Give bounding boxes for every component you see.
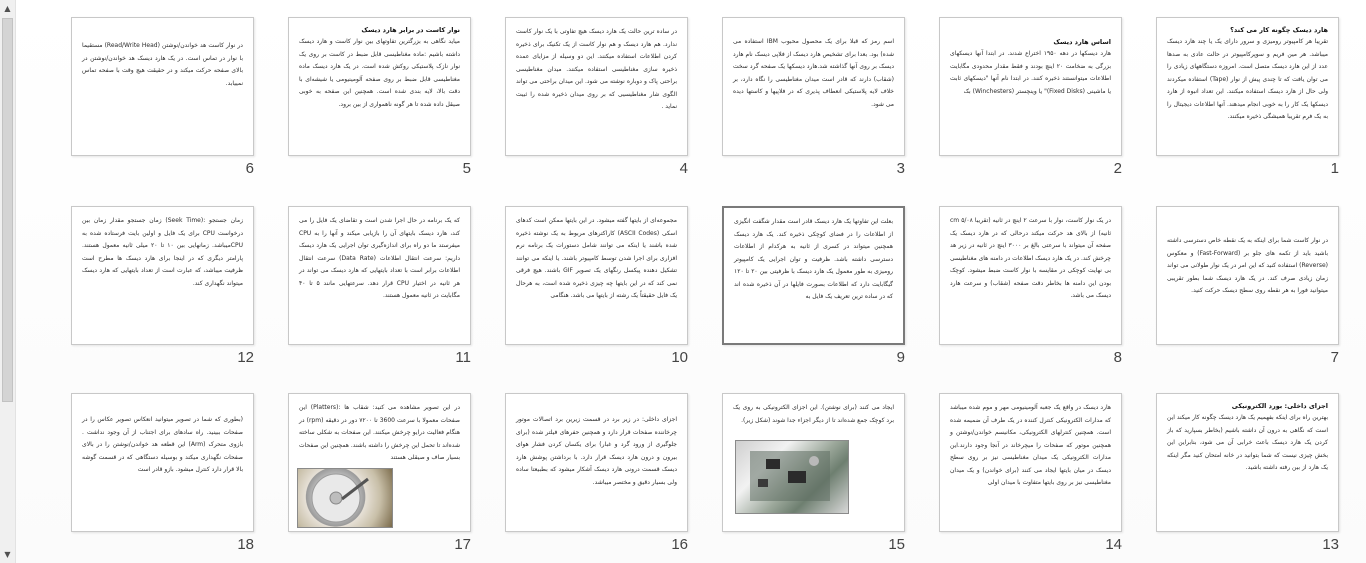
- slide-title: هارد دیسک چگونه کار می کند؟: [1230, 26, 1328, 34]
- slide-number: 6: [245, 160, 254, 177]
- slide-number: 12: [237, 349, 254, 366]
- slide-text: در نوار کاست هد خواندن/نوشتن (Read/Write Head) مستقیما با نوار در تماس است. در یک هارد دیسک هد خواندن/نوشتن در بالای صفحه حرکت میکند و در حقیقت هیچ وقت با صفحه تماس نمییابد.: [82, 42, 243, 87]
- slide-text: بعلت این تفاوتها یک هارد دیسک قادر است مقدار شگفت انگیزی از اطلاعات را در فضای کوچکی ذخیره کند. یک هارد دیسک همچنین میتواند در کسری از ثانیه به هرکدام از اطلاعات دسترسی داشته باشد. ظرفیت و توان اجرایی یک کامپیوتر رومیزی به طور معمول یک هارد دیسک با ظرفیتی بین ۲۰ تا ۱۲۰ گیگابایت دارد که اطلاعات بصورت فایلها در آن ذخیره شده اند که در ساده ترین تعریف یک فایل به: [734, 218, 893, 300]
- slide-title: اساس هارد دیسک: [1053, 38, 1111, 46]
- slide-title: اجزای داخلی: بورد الکترونیکی: [1231, 402, 1328, 410]
- slide-text: میاید نگاهی به بزرگترین تفاوتهای بین نوار کاست و هارد دیسک داشته باشیم :ماده مغناطیسی قابل ضبط در کاست بر روی یک نوار نازک پلاستیکی روکش شده است. در یک هارد دیسک ماده مغناطیسی قابل ضبط بر روی صفحه آلومینیومی یا شیشه‌ای با دقت بالا، لایه بندی شده است. همچنین این صفحه به خوبی صیقل داده شده تا هر گونه ناهمواری از بین برود.: [299, 38, 460, 108]
- platter-drawing: [298, 469, 392, 527]
- slide-text: هارد دیسک در واقع یک جعبه آلومینیومی مهر و موم شده میباشد که مدارات الکترونیکی کنترل کننده در یک طرف آن ضمیمه شده است. همچنین کنترلهای الکترونیکی، مکانیسم خواندن/نوشتن و همچنین موتور که صفحات را میچرخاند در آنجا وجود دارند.این مدارات الکترونیکی یک میدان مغناطیسی نیز بر روی سطح دیسک در میان بایتها ایجاد می کنند (برای خواندن) و یک میدان مغناطیسی نیز بر روی بایتها متفاوت با میدان اولی: [950, 404, 1111, 486]
- slide-thumbnail-8[interactable]: [939, 206, 1122, 345]
- scroll-down-arrow-icon[interactable]: ▼: [4, 550, 11, 559]
- slide-thumbnail-16[interactable]: [505, 393, 688, 532]
- scroll-up-arrow-icon[interactable]: ▲: [4, 4, 11, 13]
- scroll-thumb[interactable]: [2, 18, 13, 402]
- slide-number: 17: [454, 536, 471, 553]
- slide-number: 15: [888, 536, 905, 553]
- slide-thumbnail-6[interactable]: [71, 17, 254, 156]
- slide-thumbnail-4[interactable]: [505, 17, 688, 156]
- slide-text: در یک نوار کاست، نوار با سرعت ۲ اینچ در ثانیه (تقریبا ۵/۰۸ cm ثانیه) از بالای هد حرکت میکند درحالی که در هارد دیسک یک صفحه آن میتواند با سرعتی بالغ بر ۳۰۰۰ اینچ در ثانیه در زیر هد چرخش کند. در یک هارد دیسک اطلاعات در دامنه های مغناطیسی بی نهایت کوچکی در مقایسه با نوار کاست ضبط میشود. کوچک بودن این دامنه ها بخاطر دقت صفحه (شقاب) و سرعت هارد دیسک می باشد.: [949, 217, 1111, 299]
- slide-thumbnail-14[interactable]: [939, 393, 1122, 532]
- slide-text: مجموعه‌ای از بایتها گفته میشود. در این بایتها ممکن است کدهای اسکی (ASCII Codes) کاراکترهای مربوط به یک نوشته ذخیره شده باشند یا اینکه می توانند شامل دستورات یک برنامه نرم افزاری برای اجرا شدن توسط کامپیوتر باشند. یا اینکه می توانند تشکیل دهنده پیکسل رنگهای یک تصویر GIF باشند. هیچ فرقی نمی کند که در این بایتها چه چیزی ذخیره شده است، به هرحال یک فایل حقیقتاً یک رشته از بایتها می باشد. هنگامی: [516, 217, 677, 299]
- slide-number: 8: [1113, 349, 1122, 366]
- slide-thumbnail-1[interactable]: [1156, 17, 1339, 156]
- slide-text: در نوار کاست شما برای اینکه به یک نقطه خاص دسترسی داشته باشید باید از تکمه های جلو بر (Fast-Forward) و معکوس (Reverse) استفاده کنید که این امر در یک نوار طولانی می تواند زمان زیادی صرف کند. در یک هارد دیسک شما بطور تقریبی میتوانید فورا به هر نقطه روی سطح دیسک حرکت کنید.: [1167, 237, 1328, 294]
- slide-number: 13: [1322, 536, 1339, 553]
- slide-number: 11: [455, 349, 471, 366]
- slide-number: 1: [1330, 160, 1339, 177]
- slide-thumbnail-9[interactable]: [722, 206, 905, 345]
- slide-text: هارد دیسکها در دهه ۱۹۵۰ اختراع شدند. در ابتدا آنها دیسکهای بزرگی به ضخامت ۲۰ اینچ بودند و فقط مقدار محدودی مگابایت اطلاعات میتوانستند ذخیره کنند. در ابتدا نام آنها "دیسکهای ثابت یا ماشینی (Fixed Disks)" یا وینچستر (Winchesters) بک: [950, 50, 1112, 95]
- slide-thumbnail-5[interactable]: [288, 17, 471, 156]
- slide-number: 16: [671, 536, 688, 553]
- slide-number: 5: [462, 160, 471, 177]
- hard-drive-platter-image: [297, 468, 393, 528]
- slide-number: 14: [1105, 536, 1122, 553]
- slide-text: تقریبا هر کامپیوتر رومیزی و سرور دارای یک یا چند هارد دیسک میباشد. هر مین فریم و سوپرکامپیوتر در حالت عادی به صدها عدد از این هارد دیسک متصل است. امروزه دستگاههای زیادی را می توان یافت که تا چندی پیش از نوار (Tape) استفاده میکردند ولی حال از هارد دیسک استفاده میکنند. این تعداد انبوه از هارد دیسکها یک کار را به خوبی انجام میدهند. آنها اطلاعات دیجیتال را به یک فرم تقریبا همیشگی ذخیره میکنند.: [1167, 38, 1328, 120]
- slide-number: 10: [671, 349, 688, 366]
- circuit-board-image: [735, 440, 849, 514]
- slide-number: 2: [1113, 160, 1122, 177]
- slide-thumbnail-13[interactable]: [1156, 393, 1339, 532]
- slide-number: 4: [679, 160, 688, 177]
- slide-thumbnail-15[interactable]: [722, 393, 905, 532]
- slide-text: در ساده ترین حالت یک هارد دیسک هیچ تفاوتی با یک نوار کاست ندارد. هم هارد دیسک و هم نوار کاست از یک تکنیک برای ذخیره کردن اطلاعات استفاده میکنند. این دو وسیله از مزایای عمده ذخیره سازی مغناطیسی استفاده میکنند. میدان مغناطیسی براحتی پاک و دوباره نوشته می شود. این میدان براحتی می تواند الگوی شار مغناطیسیی که بر روی میدان ذخیره شده را ثبیت نماید .: [516, 28, 677, 110]
- slide-text: که یک برنامه در حال اجرا شدن است و تقاضای یک فایل را می کند، هارد دیسک بایتهای آن را بازیابی میکند و آنها را به CPU میفرستد ما دو راه برای اندازه‌گیری توان اجرایی یک هارد دیسک داریم: سرعت انتقال اطلاعات (Data Rate) سرعت انتقال اطلاعات برابر است با تعداد بایتهایی که هارد دیسک می تواند در هر ثانیه در اختیار CPU قرار دهد. سرعتهایی مانند ۵ تا ۴۰ مگابایت در ثانیه معمول هستند.: [299, 217, 460, 299]
- slide-thumbnail-17[interactable]: [288, 393, 471, 532]
- slide-title: نوار کاست در برابر هارد دیسک: [361, 26, 460, 34]
- slide-number: 9: [896, 349, 905, 366]
- slide-sorter-grid: [16, 0, 1366, 563]
- slide-thumbnail-2[interactable]: [939, 17, 1122, 156]
- slide-text: (بطوری که شما در تصویر میتوانید انعکاس تصویر عکاس را در صفحات ببینید. راه سادهای برای اجتناب از آن وجود نداشت . بازوی متحرک (Arm) این قطعه هد خواندن/نوشتن را در بالای صفحات نگهداری میکند و بوسیله دستگاهی که در قسمت گوشه بالا قرار دارد کنترل میشود. بازو قادر است: [82, 416, 243, 473]
- slide-text: ایجاد می کنند (برای نوشتن). این اجزای الکترونیکی به روی یک برد کوچک جمع شده‌اند تا از دیگر اجزاء جدا شوند (شکل زیر).: [733, 404, 894, 424]
- slide-thumbnail-3[interactable]: [722, 17, 905, 156]
- slide-text: اسم رمز که قبلا برای یک محصول محبوب IBM استفاده می شده) بود. بعدا برای تشخیص هارد دیسک از فلاپی دیسک نام هارد دیسک بر روی آنها گذاشته شد.هارد دیسکها یک صفحه گرد سخت (شقاب) دارند که قادر است میدان مغناطیسی را نگاه دارد، بر خلاف لایه پلاستیکی انعطاف پذیری که در فلاپیها و کاستها دیده می شود.: [733, 38, 895, 108]
- slide-thumbnail-10[interactable]: [505, 206, 688, 345]
- slide-text: زمان جستجو :(Seek Time) زمان جستجو مقدار زمان بین درخواست CPU برای یک فایل و اولین بایت فرستاده شده به CPUمیباشد. زمانهایی بین ۱۰ تا ۲۰ میلی ثانیه معمول هستند. پارامتر دیگری که در اینجا برای هارد دیسک ها مطرح است ظرفیت میباشد، که عبارت است از تعداد بایتهایی که هارد دیسک میتواند نگهداری کند.: [82, 217, 243, 287]
- circuit-board-drawing: [736, 441, 848, 513]
- slide-thumbnail-11[interactable]: [288, 206, 471, 345]
- slide-number: 7: [1330, 349, 1339, 366]
- slide-text: در این تصویر مشاهده می کنید: شقاب ها :(Platters) این صفحات معمولا با سرعت 3600 تا ۷۲۰۰ دور در دقیقه (rpm) در هنگام فعالیت درایو چرخش میکنند. این صفحات به شکلی ساخته شده‌اند تا تحمل این چرخش را داشته باشند. همچنین این صفحات بسیار صاف و صیقلی هستند: [299, 404, 461, 461]
- slide-thumbnail-12[interactable]: [71, 206, 254, 345]
- slide-thumbnail-18[interactable]: [71, 393, 254, 532]
- slide-number: 18: [237, 536, 254, 553]
- vertical-scrollbar[interactable]: [0, 0, 16, 563]
- slide-number: 3: [896, 160, 905, 177]
- slide-text: بهترین راه برای اینکه بفهمیم یک هارد دیسک چگونه کار میکند این است که نگاهی به درون آن داشته باشیم (بخاطر بسپارید که باز کردن یک هارد دیسک باعث خرابی آن می شود، بنابراین این بخش چیزی نیست که شما بتوانید در خانه امتحان کنید مگر اینکه یک هارد از بین رفته داشته باشید.: [1167, 414, 1328, 471]
- slide-thumbnail-7[interactable]: [1156, 206, 1339, 345]
- slide-text: اجزای داخلی: در زیر برد در قسمت زیرین برد اتصالات موتور چرخاننده صفحات قرار دارد و همچنین حفرهای فیلتر شده (برای جلوگیری از ورود گرد و غبار) برای یکسان کردن فشار هوای بیرون و درون هارد دیسک قرار دارد. با برداشتن پوشش هارد دیسک قسمت درونی هارد دیسک آشکار میشود که بطبیعتا ساده ولی بسیار دقیق و مختصر میباشد.: [516, 416, 677, 486]
